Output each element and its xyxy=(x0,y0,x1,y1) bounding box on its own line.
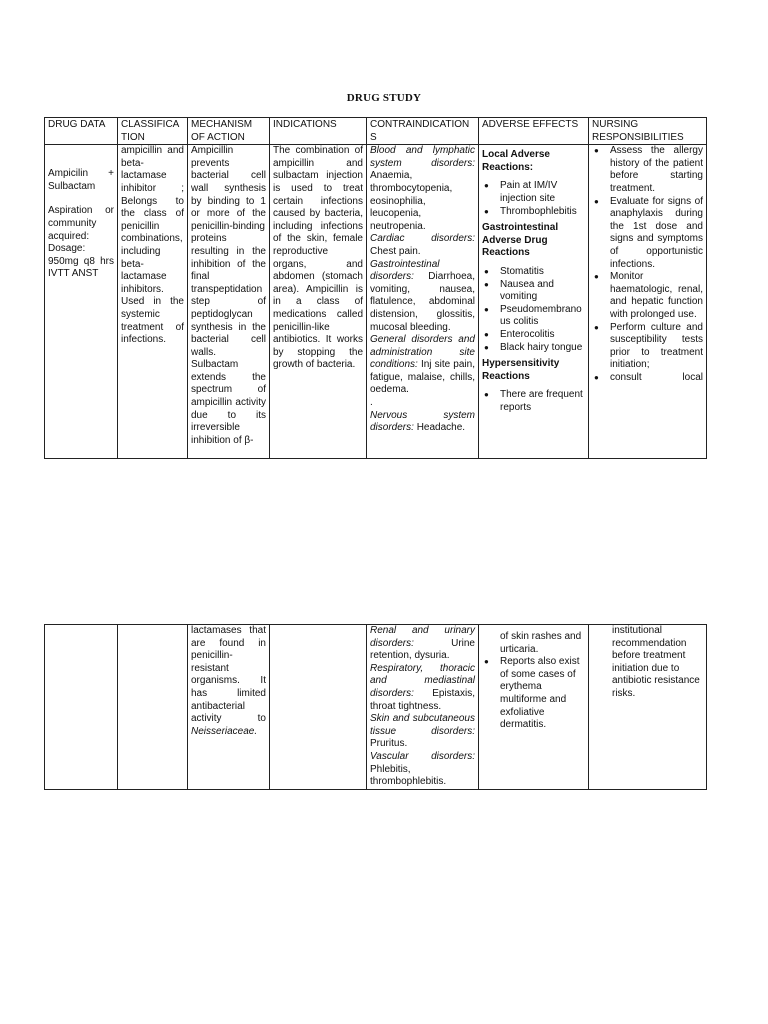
list-item: ● Pseudomembranous colitis xyxy=(482,304,585,329)
mechanism-cell-cont: lactamases that are found in penicillin-resistant organisms. It has limited antibacterial activity to Neisseriaceae. xyxy=(188,625,270,790)
drug-study-table xyxy=(44,117,707,459)
list-item: ● Assess the allergy history of the patient before starting treatment. xyxy=(592,145,703,195)
gi-reactions-heading: Gastrointestinal Adverse Drug Reactions xyxy=(482,222,559,259)
contraindications-cell-cont xyxy=(367,625,479,790)
nursing-cell-cont xyxy=(589,625,707,790)
drug-data-cell-cont xyxy=(45,625,118,790)
nursing-continued: institutional recommendation before treatment initiation due to antibiotic resistance risks. xyxy=(612,625,700,699)
header-drug-data: DRUG DATA xyxy=(45,118,118,145)
list-item: ● Enterocolitis xyxy=(482,329,585,342)
page-title: DRUG STUDY xyxy=(346,92,422,104)
contra-cardiac: Cardiac disorders: Chest pain. xyxy=(370,233,475,257)
nursing-list xyxy=(592,145,703,384)
list-item: ● Pain at IM/IV injection site xyxy=(482,180,585,205)
list-item: ● consult local xyxy=(592,372,703,385)
header-mechanism: MECHANISM OF ACTION xyxy=(188,118,270,145)
hypersensitivity-list-cont xyxy=(482,656,585,732)
header-classification: CLASSIFICATION xyxy=(118,118,188,145)
header-indications: INDICATIONS xyxy=(270,118,367,145)
list-item: ● Stomatitis xyxy=(482,266,585,279)
list-item: ● Perform culture and susceptibility tests prior to treatment initiation; xyxy=(592,322,703,372)
contra-gi: Gastrointestinal disorders: Diarrhoea, vomiting, nausea, flatulence, abdominal distension, glossitis, mucosal bleeding. xyxy=(370,258,475,333)
contra-dot: . xyxy=(370,397,373,409)
list-item: ● Reports also exist of some cases of erythema multiforme and exfoliative dermatitis. xyxy=(482,656,585,732)
list-item: ● Monitor haematologic, renal, and hepatic function with prolonged use. xyxy=(592,271,703,321)
header-nursing: NURSING RESPONSIBILITIES xyxy=(589,118,707,145)
adverse-effects-cell-cont xyxy=(479,625,589,790)
contra-vascular: Vascular disorders: Phlebitis, thrombophlebitis. xyxy=(370,750,475,788)
classification-cell-cont xyxy=(118,625,188,790)
list-item: ● Thrombophlebitis xyxy=(482,206,585,219)
local-reactions-heading: Local Adverse Reactions: xyxy=(482,149,550,173)
contra-respiratory: Respiratory, thoracic and mediastinal disorders: Epistaxis, throat tightness. xyxy=(370,662,475,712)
table-header-row xyxy=(45,118,707,145)
hypersensitivity-heading: Hypersensitivity Reactions xyxy=(482,358,560,382)
table-row xyxy=(45,145,707,459)
indications-cell-cont xyxy=(270,625,367,790)
hypersensitivity-list xyxy=(482,389,585,414)
contra-general: General disorders and administration site conditions: Inj site pain, fatigue, malaise, chills, oedema. xyxy=(370,334,475,396)
classification-cell: ampicillin and beta-lactamase inhibitor ; Belongs to the class of penicillin combinations, including beta-lactamase inhibitors. Used in the systemic treatment of infections. xyxy=(118,145,188,459)
local-reactions-list xyxy=(482,180,585,218)
header-contraindications: CONTRAINDICATIONS xyxy=(367,118,479,145)
drug-indication: Aspiration or community acquired: xyxy=(48,205,114,242)
list-item: ● Evaluate for signs of anaphylaxis during the 1st dose and signs and symptoms of opportunistic infections. xyxy=(592,196,703,272)
indications-cell: The combination of ampicillin and sulbactam injection is used to treat certain infections caused by bacteria, including infections of the skin, female reproductive organs, and abdomen (stomach area). Ampicillin is in a class of medications called penicillin-like antibiotics. It works by stopping the growth of bacteria. xyxy=(270,145,367,459)
list-item: ● There are frequent reports xyxy=(482,389,585,414)
header-adverse-effects: ADVERSE EFFECTS xyxy=(479,118,589,145)
drug-name: Ampicilin + Sulbactam xyxy=(48,168,114,192)
list-item: ● Nausea and vomiting xyxy=(482,279,585,304)
table-row xyxy=(45,625,707,790)
contra-renal: Renal and urinary disorders: Urine retention, dysuria. xyxy=(370,625,475,662)
contra-nervous: Nervous system disorders: Headache. xyxy=(370,409,475,434)
mechanism-cell: Ampicillin prevents bacterial cell wall synthesis by binding to 1 or more of the penicillin-binding proteins resulting in the inhibition of the final transpeptidation step of peptidoglycan synthesis in the bacterial cell walls. Sulbactam extends the spectrum of ampicillin activity due to its irreversible inhibition of β- xyxy=(188,145,270,459)
drug-dosage: Dosage: 950mg q8 hrs IVTT ANST xyxy=(48,243,114,280)
list-item: ● Black hairy tongue xyxy=(482,342,585,355)
contraindications-cell xyxy=(367,145,479,459)
contra-skin: Skin and subcutaneous tissue disorders: Pruritus. xyxy=(370,713,475,750)
nursing-cell xyxy=(589,145,707,459)
hypersensitivity-continued: of skin rashes and urticaria. xyxy=(500,631,582,655)
gi-reactions-list xyxy=(482,266,585,354)
contra-blood: Blood and lymphatic system disorders: Anaemia, thrombocytopenia, eosinophilia, leucopenia, neutropenia. xyxy=(370,145,475,232)
drug-data-cell xyxy=(45,145,118,459)
adverse-effects-cell xyxy=(479,145,589,459)
drug-study-table-continued xyxy=(44,624,707,790)
